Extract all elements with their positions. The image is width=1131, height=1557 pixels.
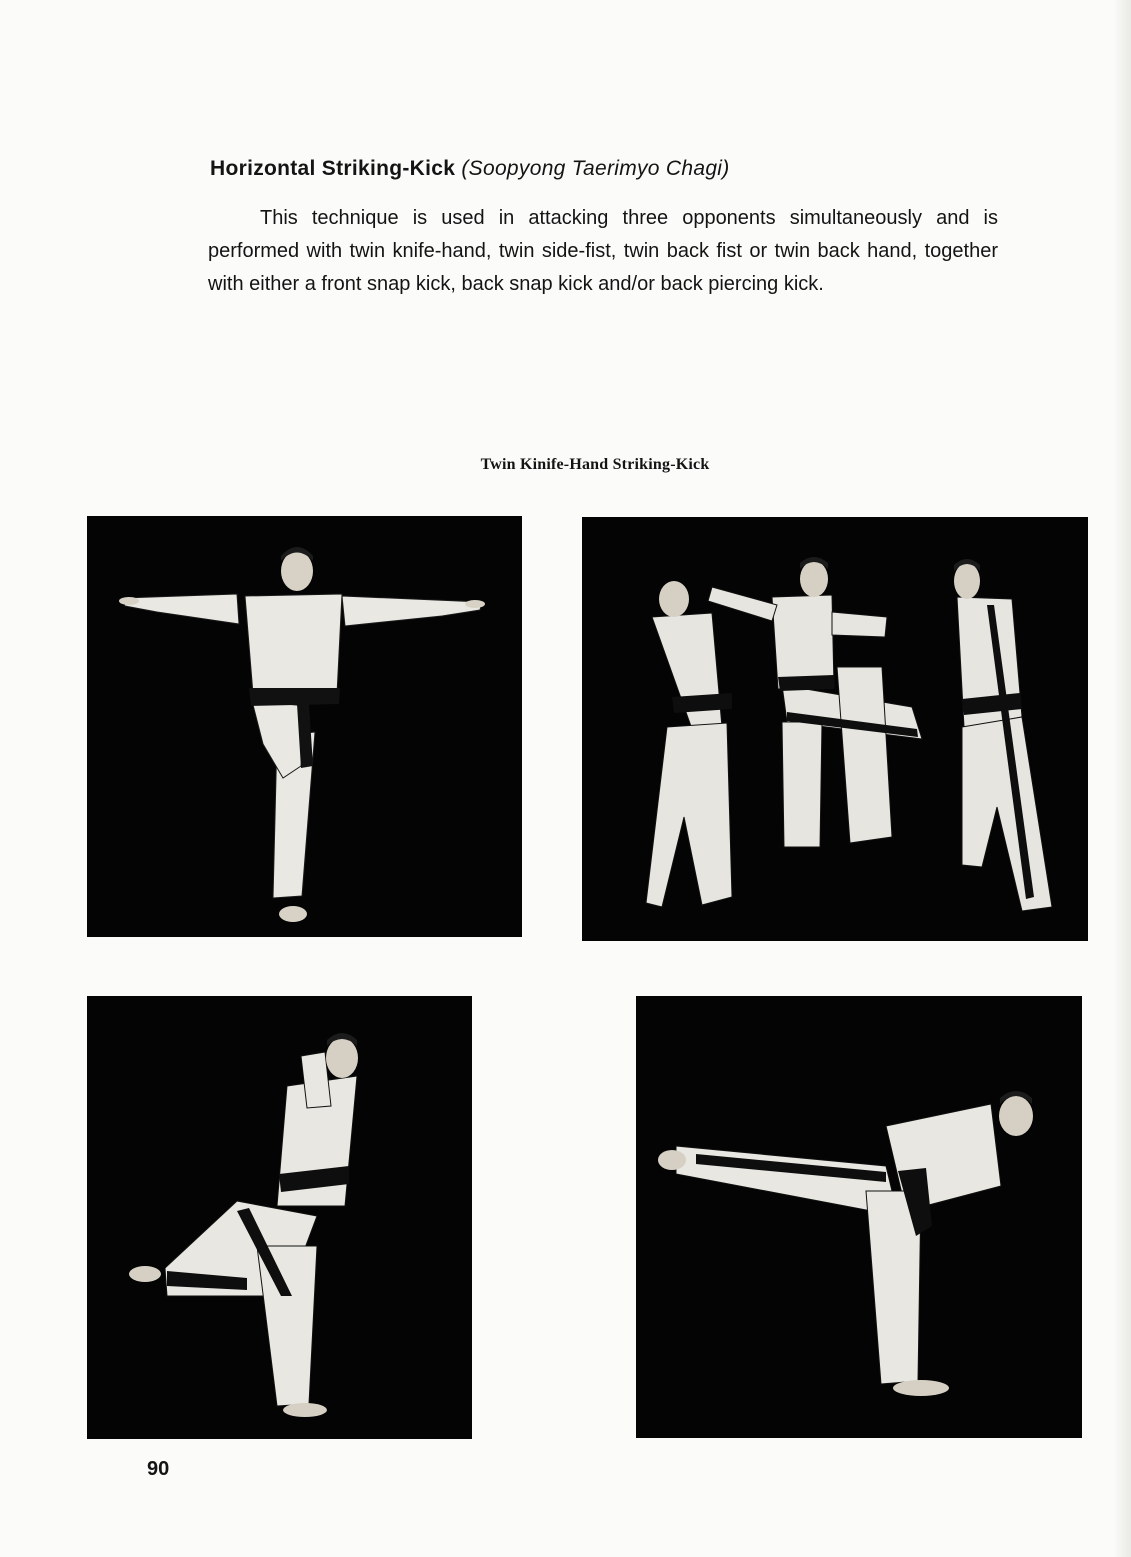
photo-1-illustration <box>87 516 522 937</box>
heading-subtitle: (Soopyong Taerimyo Chagi) <box>461 157 730 180</box>
photo-2-illustration <box>582 517 1088 941</box>
photo-twin-knife-hand-stance <box>87 516 522 937</box>
photo-back-piercing-kick <box>636 996 1082 1438</box>
photo-3-illustration <box>87 996 472 1439</box>
page-edge-shadow <box>1113 0 1131 1557</box>
photo-back-snap-kick <box>87 996 472 1439</box>
photo-three-opponents-strike <box>582 517 1088 941</box>
figure-caption: Twin Kinife-Hand Striking-Kick <box>480 456 710 473</box>
body-paragraph: This technique is used in attacking three opponents simultaneously and is performed with twin knife-hand, twin side-fist, twin back fist or twin back hand, together with either a front snap kick, back snap kick and/or back piercing kick. <box>208 207 998 295</box>
page-number: 90 <box>147 1458 170 1480</box>
heading-title: Horizontal Striking-Kick <box>210 157 456 180</box>
photo-4-illustration <box>636 996 1082 1438</box>
section-heading <box>210 155 1070 183</box>
